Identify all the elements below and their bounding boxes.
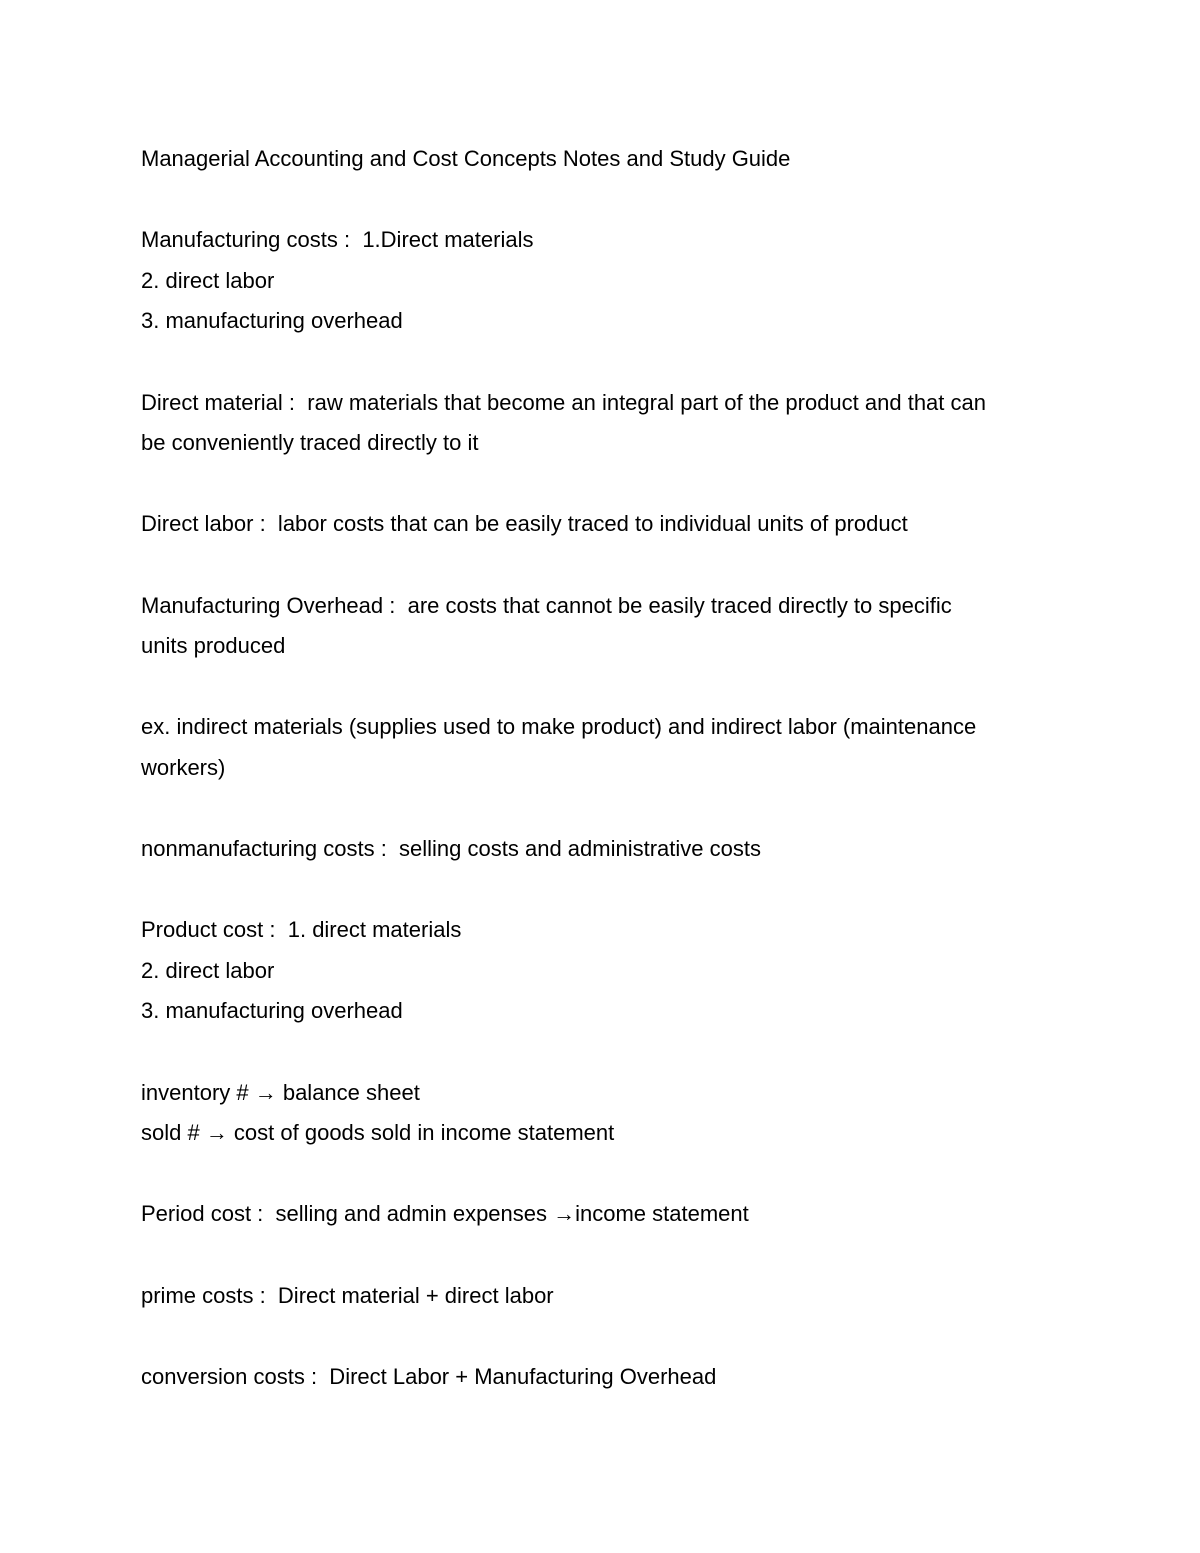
- text-line: [141, 789, 1071, 830]
- document-page: [141, 139, 1071, 1397]
- document-title: Managerial Accounting and Cost Concepts Notes and Study Guide: [141, 146, 791, 171]
- text-line: sold # → cost of goods sold in income statement: [141, 1120, 615, 1146]
- text-line: [141, 464, 1071, 505]
- text-line: [141, 545, 1071, 586]
- text-line: workers): [141, 754, 226, 780]
- text-line: be conveniently traced directly to it: [141, 430, 479, 456]
- text-line: [141, 1032, 1071, 1073]
- text-line: 3. manufacturing overhead: [141, 998, 403, 1024]
- text-line: nonmanufacturing costs : selling costs and administrative costs: [141, 836, 761, 862]
- text-line: [141, 1316, 1071, 1357]
- text-line: Direct labor : labor costs that can be easily traced to individual units of product: [141, 511, 908, 537]
- text-line: Manufacturing Overhead : are costs that cannot be easily traced directly to specific: [141, 592, 952, 618]
- text-line: Manufacturing costs : 1.Direct materials: [141, 227, 534, 253]
- text-line: Direct material : raw materials that become an integral part of the product and that can: [141, 389, 986, 415]
- text-line: [141, 870, 1071, 911]
- text-line: 2. direct labor: [141, 957, 275, 983]
- text-line: Period cost : selling and admin expenses →income statement: [141, 1201, 749, 1227]
- text-line: [141, 667, 1071, 708]
- text-line: conversion costs : Direct Labor + Manufacturing Overhead: [141, 1363, 717, 1389]
- text-line: [141, 1154, 1071, 1195]
- text-line: prime costs : Direct material + direct labor: [141, 1282, 554, 1308]
- text-line: units produced: [141, 633, 286, 659]
- spacer: [141, 180, 1071, 221]
- text-line: ex. indirect materials (supplies used to make product) and indirect labor (maintenance: [141, 714, 977, 740]
- text-line: inventory # → balance sheet: [141, 1079, 420, 1105]
- text-line: [141, 342, 1071, 383]
- text-line: 2. direct labor: [141, 267, 275, 293]
- text-line: Product cost : 1. direct materials: [141, 917, 462, 943]
- text-line: 3. manufacturing overhead: [141, 308, 403, 334]
- text-line: [141, 1235, 1071, 1276]
